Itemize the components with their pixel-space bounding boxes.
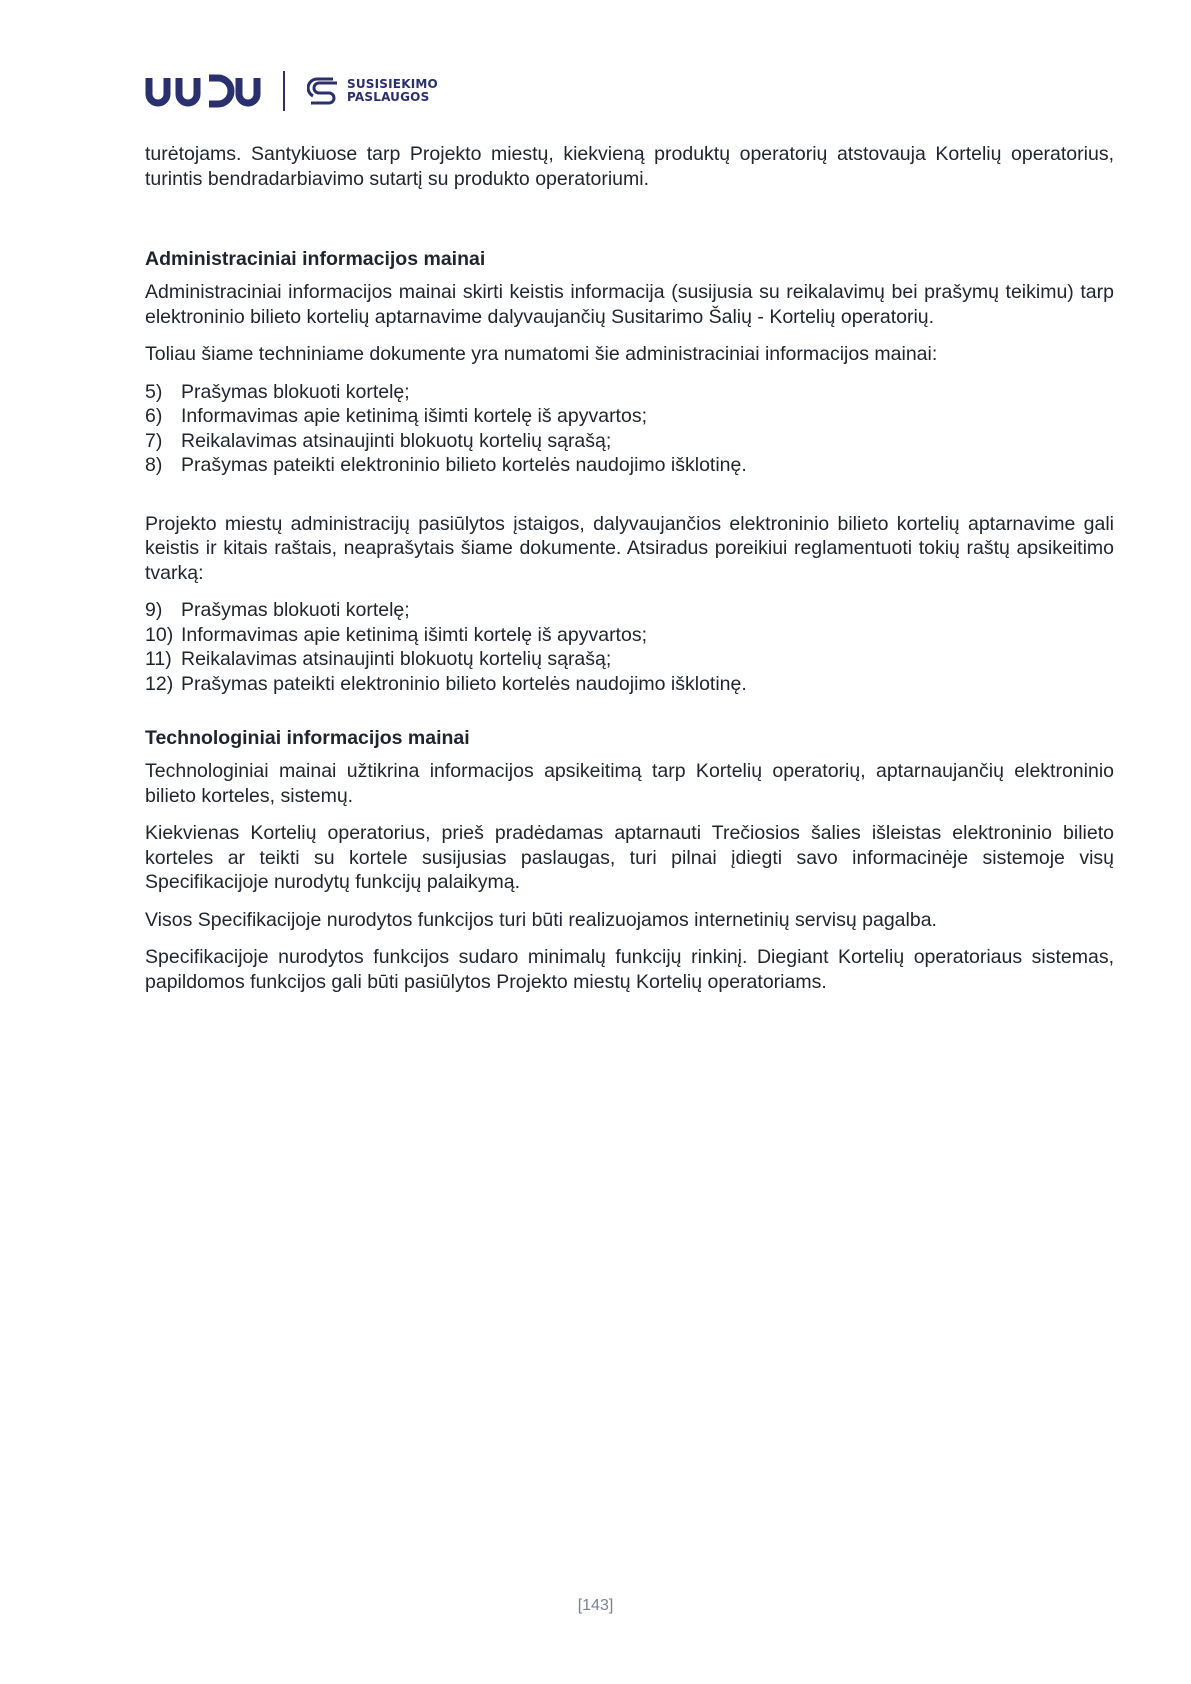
sp-logo-mark-icon — [307, 77, 341, 105]
logo-divider — [283, 71, 285, 111]
section1-paragraph-2: Toliau šiame techniniame dokumente yra numatomi šie administraciniai informacijos mainai: — [145, 343, 938, 365]
judu-logo — [145, 74, 261, 108]
list-item: 5) Prašymas blokuoti kortelę; — [145, 380, 410, 403]
page-number: [143] — [577, 1597, 614, 1614]
section2-paragraph-2: Kiekvienas Kortelių operatorius, prieš pradėdamas aptarnauti Trečiosios šalies išleistas elektroninio bilieto korteles ar teikti su kortele susijusias paslaugas, turi pilnai įdiegti savo informacinėje sistemoje visų Specifikacijoje nurodytų funkcijų palaikymą. — [145, 822, 1114, 893]
list-item: 10) Informavimas apie ketinimą išimti kortelę iš apyvartos; — [145, 623, 647, 646]
page-header — [145, 68, 438, 114]
administrative-exchange-list-1 — [145, 380, 1114, 478]
section2-paragraph-3: Visos Specifikacijoje nurodytos funkcijos turi būti realizuojamos internetinių servisų pagalba. — [145, 908, 937, 931]
list-item: 11) Reikalavimas atsinaujinti blokuotų kortelių sąrašą; — [145, 648, 612, 670]
section-heading-technological: Technologiniai informacijos mainai — [145, 727, 470, 749]
section-heading-administrative: Administraciniai informacijos mainai — [145, 248, 486, 270]
section1-paragraph-3: Projekto miestų administracijų pasiūlytos įstaigos, dalyvaujančios elektroninio bilieto kortelių aptarnavime gali keistis ir kitais raštais, neaprašytais šiame dokumente. Atsiradus poreikiui reglamentuoti tokių raštų apsikeitimo tvarką: — [145, 512, 1114, 584]
list-item: 9) Prašymas blokuoti kortelę; — [145, 599, 410, 621]
section2-paragraph-4: Specifikacijoje nurodytos funkcijos sudaro minimalų funkcijų rinkinį. Diegiant Kortelių operatoriaus sistemas, papildomos funkcijos gali būti pasiūlytos Projekto miestų Kortelių operatoriams. — [145, 946, 1114, 993]
administrative-exchange-list-2 — [145, 598, 1114, 696]
intro-paragraph: turėtojams. Santykiuose tarp Projekto miestų, kiekvieną produktų operatorių atstovauja Kortelių operatorius, turintis bendradarbiavimo sutartį su produkto operatoriumi. — [145, 143, 1114, 190]
sp-logo-line2: PASLAUGOS — [347, 90, 430, 104]
section2-paragraph-1: Technologiniai mainai užtikrina informacijos apsikeitimą tarp Kortelių operatorių, aptarnaujančių elektroninio bilieto korteles, sistemų. — [145, 760, 1114, 807]
list-item: 12) Prašymas pateikti elektroninio bilieto kortelės naudojimo išklotinę. — [145, 672, 747, 695]
list-item: 7) Reikalavimas atsinaujinti blokuotų kortelių sąrašą; — [145, 429, 612, 452]
susisiekimo-paslaugos-logo — [307, 77, 438, 105]
sp-logo-text — [347, 78, 438, 104]
list-item: 6) Informavimas apie ketinimą išimti kortelę iš apyvartos; — [145, 405, 647, 427]
list-item: 8) Prašymas pateikti elektroninio bilieto kortelės naudojimo išklotinę. — [145, 454, 747, 476]
sp-logo-line1: SUSISIEKIMO — [347, 77, 438, 91]
section1-paragraph-1: Administraciniai informacijos mainai skirti keistis informacija (susijusia su reikalavimų bei prašymų teikimu) tarp elektroninio bilieto kortelių aptarnavime dalyvaujančių Susitarimo Šalių - Kortelių operatorių. — [145, 281, 1114, 328]
document-body — [145, 142, 1114, 994]
